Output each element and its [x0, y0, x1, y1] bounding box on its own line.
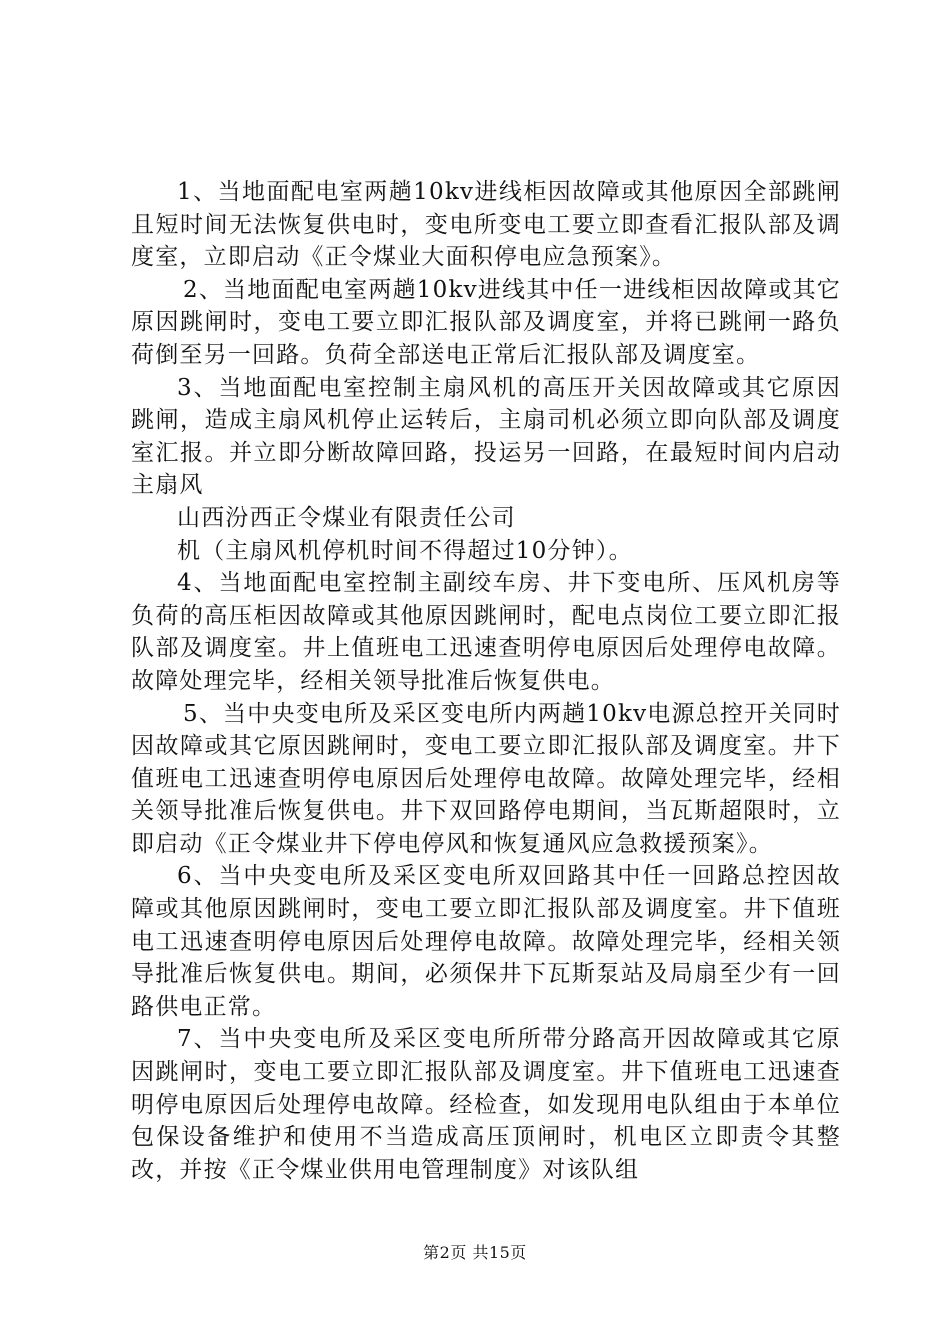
paragraph-3-continuation: 机（主扇风机停机时间不得超过10分钟）。 [177, 537, 633, 564]
page-number-footer: 第2页 共15页 [423, 1243, 527, 1262]
company-name-line: 山西汾西正令煤业有限责任公司 [177, 504, 516, 531]
paragraph-5: 5、当中央变电所及采区变电所内两趟10kv电源总控开关同时因故障或其它原因跳闸时，变电工要立即汇报队部及调度室。井下值班电工迅速查明停电原因后处理停电故障。故障处理完毕，经相关领导批准后恢复供电。井下双回路停电期间，当瓦斯超限时，立即启动《正令煤业井下停电停风和恢复通风应急救援预案》。 [131, 700, 841, 857]
paragraph-6: 6、当中央变电所及采区变电所双回路其中任一回路总控因故障或其他原因跳闸时，变电工要立即汇报队部及调度室。井下值班电工迅速查明停电原因后处理停电故障。故障处理完毕，经相关领导批准后恢复供电。期间，必须保井下瓦斯泵站及局扇至少有一回路供电正常。 [131, 863, 841, 1020]
paragraph-1: 1、当地面配电室两趟10kv进线柜因故障或其他原因全部跳闸且短时间无法恢复供电时，变电所变电工要立即查看汇报队部及调度室，立即启动《正令煤业大面积停电应急预案》。 [131, 179, 841, 271]
paragraph-2: 2、当地面配电室两趟10kv进线其中任一进线柜因故障或其它原因跳闸时，变电工要立即汇报队部及调度室，并将已跳闸一路负荷倒至另一回路。负荷全部送电正常后汇报队部及调度室。 [131, 276, 841, 368]
document-body [131, 176, 841, 1186]
paragraph-7: 7、当中央变电所及采区变电所所带分路高开因故障或其它原因跳闸时，变电工要立即汇报队部及调度室。井下值班电工迅速查明停电原因后处理停电故障。经检查，如发现用电队组由于本单位包保设备维护和使用不当造成高压顶闸时，机电区立即责令其整改，并按《正令煤业供用电管理制度》对该队组 [131, 1026, 841, 1183]
paragraph-3: 3、当地面配电室控制主扇风机的高压开关因故障或其它原因跳闸，造成主扇风机停止运转后，主扇司机必须立即向队部及调度室汇报。并立即分断故障回路，投运另一回路，在最短时间内启动主扇风 [131, 374, 841, 499]
paragraph-4: 4、当地面配电室控制主副绞车房、井下变电所、压风机房等负荷的高压柜因故障或其他原因跳闸时，配电点岗位工要立即汇报队部及调度室。井上值班电工迅速查明停电原因后处理停电故障。故障处理完毕，经相关领导批准后恢复供电。 [131, 570, 841, 694]
